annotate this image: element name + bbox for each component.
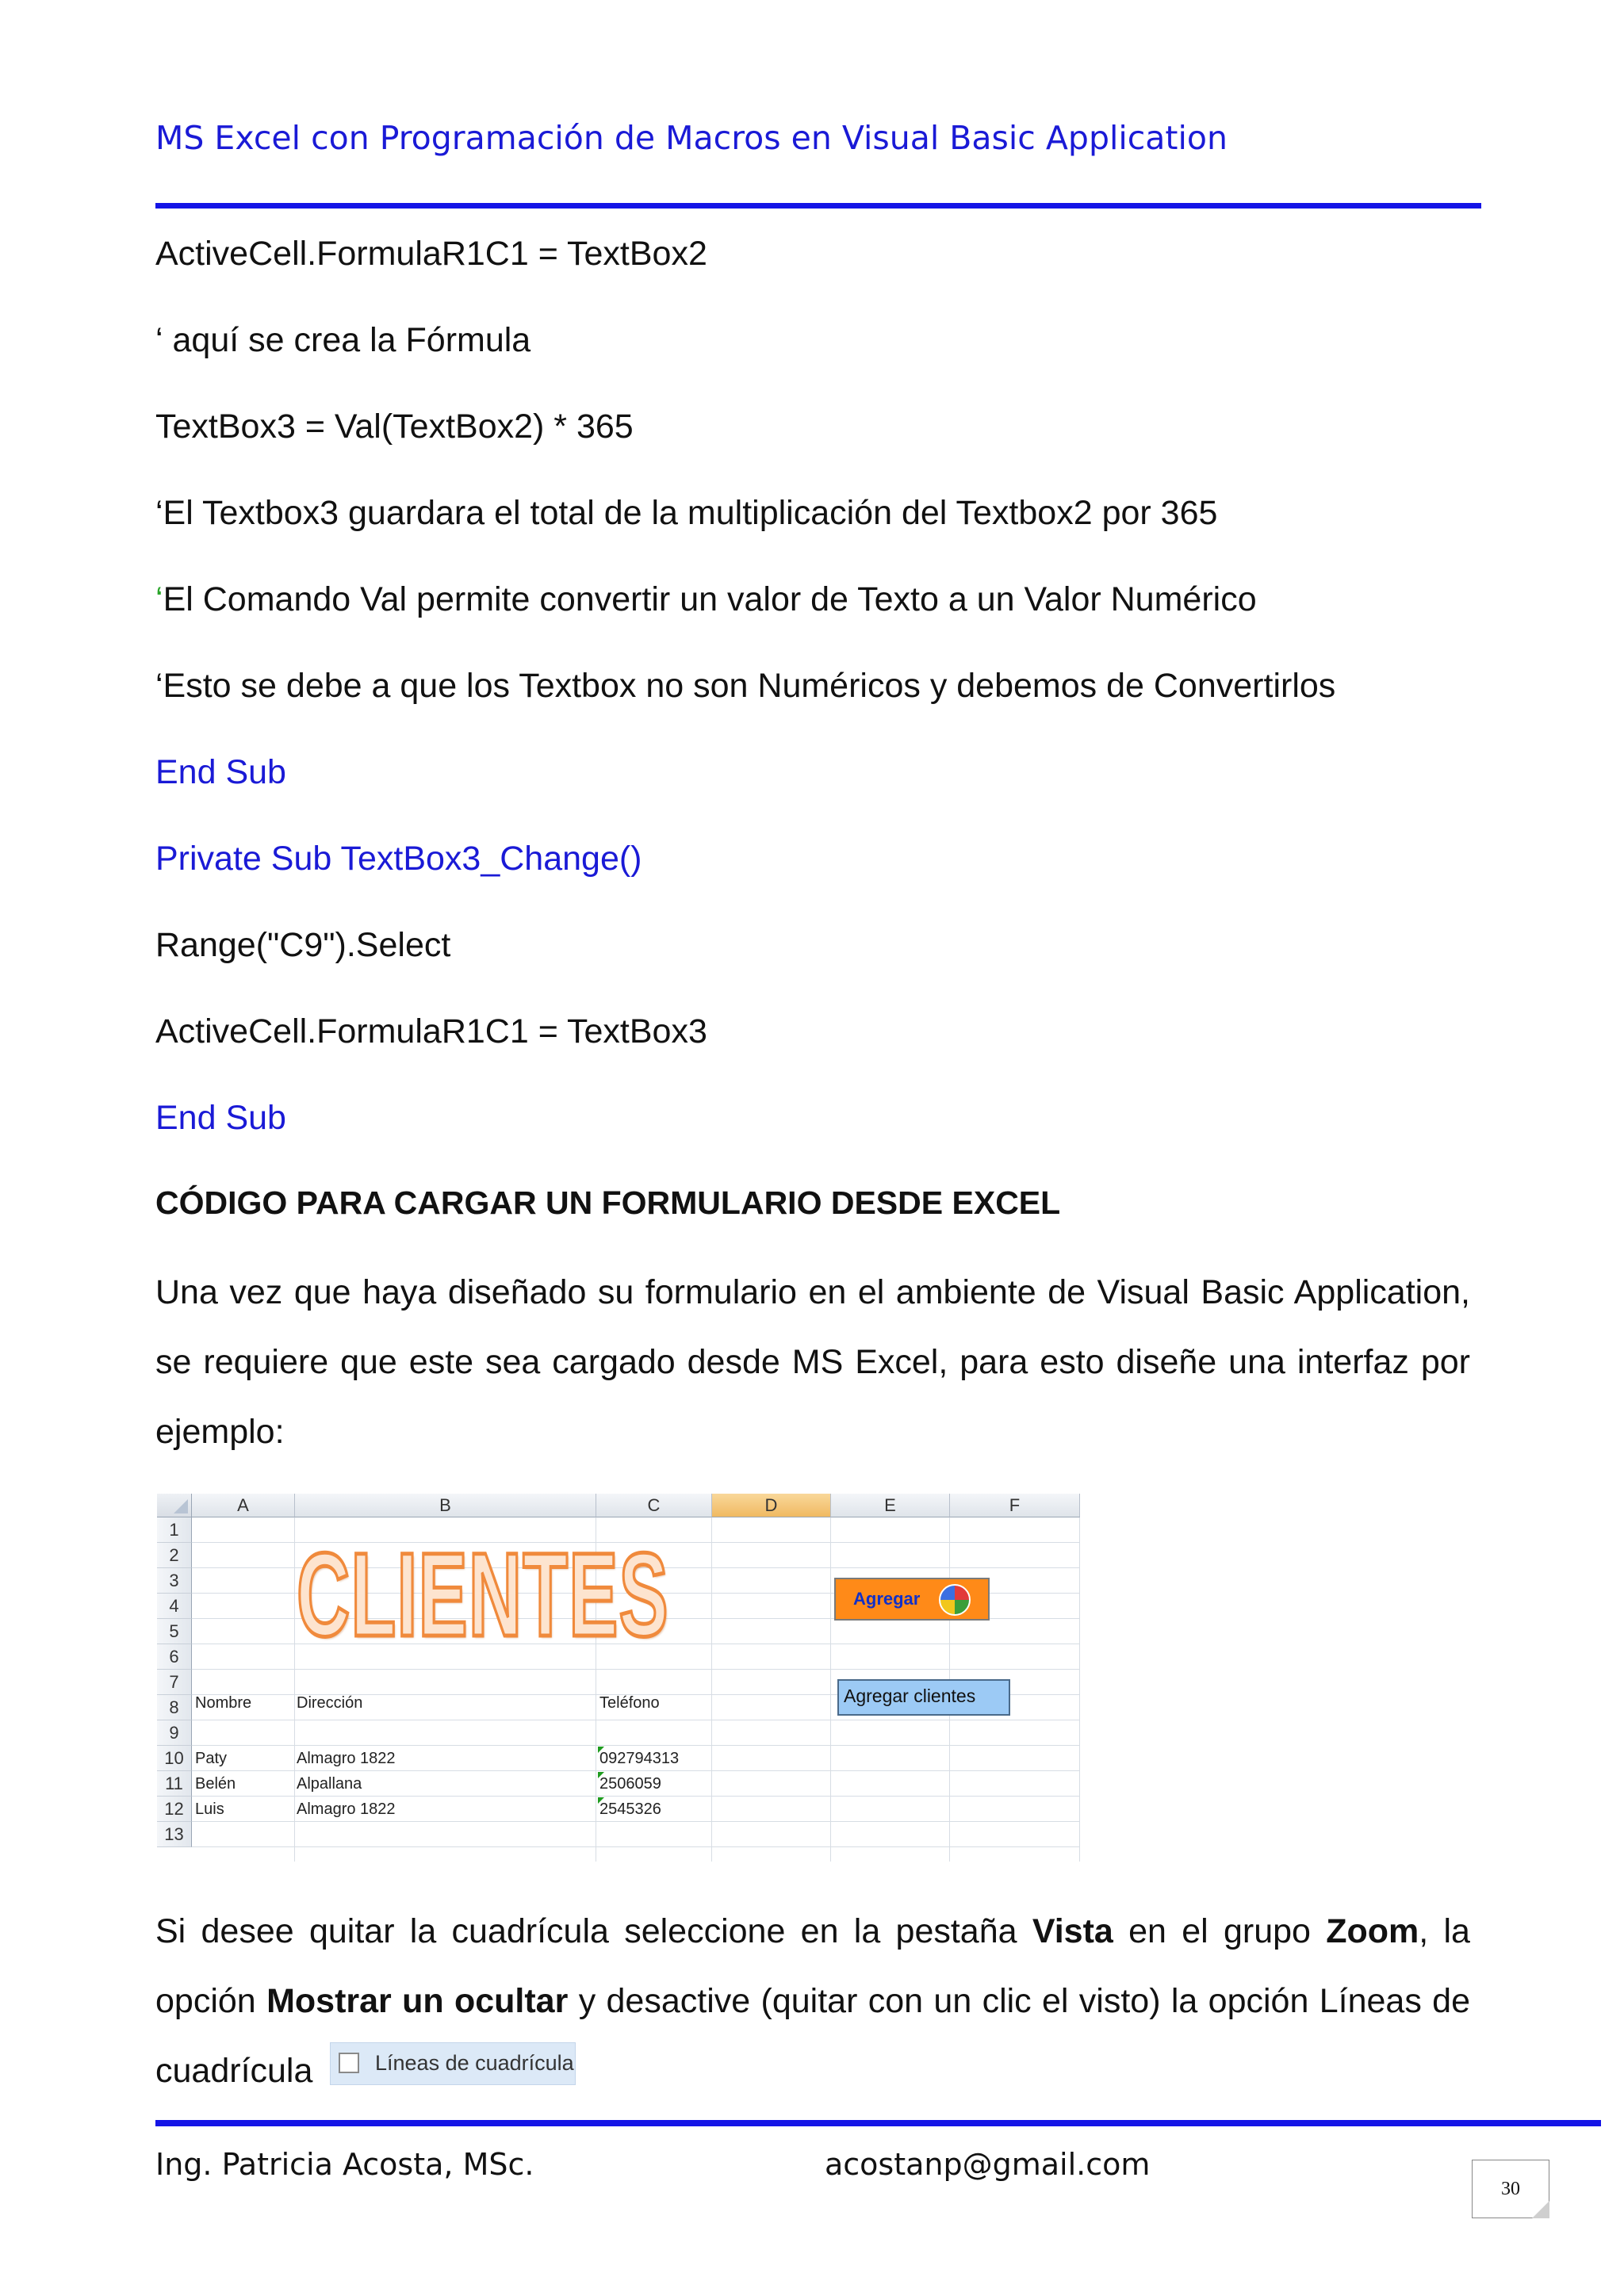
code-line (155, 408, 634, 446)
code-line-text: ‘ aquí se crea la Fórmula (155, 321, 531, 359)
code-line (155, 840, 642, 878)
row-gridline (192, 1669, 1080, 1670)
text-number-indicator (598, 1797, 604, 1804)
code-line (155, 580, 1257, 619)
code-line (155, 235, 707, 274)
code-line-text: Range("C9").Select (155, 926, 451, 964)
closing-bold-mostrar: Mostrar un ocultar (266, 1982, 569, 2020)
cell-telefono[interactable]: 2506059 (599, 1775, 661, 1793)
header-telefono: Teléfono (599, 1694, 660, 1712)
code-line-text: ActiveCell.FormulaR1C1 = TextBox2 (155, 235, 707, 273)
closing-bold-vista: Vista (1032, 1912, 1113, 1950)
agregar-button-label: Agregar (853, 1589, 921, 1609)
closing-text-2: en el grupo (1128, 1912, 1311, 1950)
column-gridline (830, 1517, 831, 1862)
spreadsheet-example (157, 1494, 1080, 1862)
row-header[interactable]: 12 (157, 1797, 192, 1822)
code-line-text: ‘Esto se debe a que los Textbox no son Numéricos y debemos de Convertirlos (155, 667, 1336, 705)
intro-paragraph: Una vez que haya diseñado su formulario en el ambiente de Visual Basic Application, se requiere que este sea cargado desde MS Excel, para esto diseñe una interfaz por ejemplo: (155, 1273, 1470, 1451)
row-header[interactable]: 8 (157, 1695, 192, 1720)
cell-nombre[interactable]: Paty (195, 1750, 228, 1767)
comment-mark: ‘ (155, 580, 163, 618)
cell-telefono[interactable]: 2545326 (599, 1800, 661, 1818)
header-direccion: Dirección (297, 1694, 363, 1712)
code-line-text: ‘El Textbox3 guardara el total de la multiplicación del Textbox2 por 365 (155, 494, 1218, 532)
gridlines-option[interactable] (330, 2042, 576, 2085)
row-header[interactable]: 11 (157, 1771, 192, 1797)
text-number-indicator (598, 1747, 604, 1753)
gridlines-checkbox[interactable] (339, 2053, 359, 2073)
column-header[interactable]: F (950, 1494, 1080, 1517)
code-line (155, 753, 286, 792)
cell-direccion[interactable]: Alpallana (297, 1775, 362, 1793)
closing-text-4: y desactive (quitar con un clic el visto) la opción Líneas de cuadrícula (155, 1982, 1470, 2090)
column-header[interactable]: E (831, 1494, 950, 1517)
cell-nombre[interactable]: Belén (195, 1775, 236, 1793)
column-header[interactable]: C (596, 1494, 712, 1517)
gridlines-option-label: Líneas de cuadrícula (375, 2051, 574, 2075)
cell-nombre[interactable]: Luis (195, 1800, 224, 1818)
code-line (155, 926, 450, 965)
row-header[interactable]: 10 (157, 1746, 192, 1771)
document-header-title: MS Excel con Programación de Macros en Visual Basic Application (155, 119, 1228, 157)
row-header[interactable]: 3 (157, 1568, 192, 1594)
code-line-text: El Comando Val permite convertir un valor de Texto a un Valor Numérico (163, 580, 1257, 618)
text-number-indicator (598, 1772, 604, 1778)
footer-divider (155, 2120, 1601, 2126)
clientes-wordart: CLIENTES (297, 1528, 669, 1661)
code-line (155, 1099, 286, 1138)
code-line-text: Private Sub TextBox3_Change() (155, 840, 642, 878)
code-line-text: End Sub (155, 753, 286, 791)
header-divider (155, 203, 1481, 209)
code-line (155, 1012, 707, 1051)
row-header[interactable]: 2 (157, 1543, 192, 1568)
row-header[interactable]: 9 (157, 1720, 192, 1746)
code-line (155, 667, 1335, 706)
row-header[interactable]: 1 (157, 1517, 192, 1543)
code-line-text: End Sub (155, 1099, 286, 1137)
cell-direccion[interactable]: Almagro 1822 (297, 1750, 396, 1767)
row-header[interactable]: 7 (157, 1670, 192, 1695)
section-heading: CÓDIGO PARA CARGAR UN FORMULARIO DESDE EXCEL (155, 1184, 1061, 1221)
footer-email: acostanp@gmail.com (825, 2147, 1151, 2182)
column-gridline (294, 1517, 295, 1862)
code-line-text: TextBox3 = Val(TextBox2) * 365 (155, 408, 634, 446)
footer-author: Ing. Patricia Acosta, MSc. (155, 2147, 534, 2182)
code-line-text: ActiveCell.FormulaR1C1 = TextBox3 (155, 1012, 707, 1050)
column-header[interactable]: D (712, 1494, 831, 1517)
row-gridline (192, 1846, 1080, 1847)
chart-icon (939, 1584, 971, 1616)
column-header[interactable]: A (192, 1494, 295, 1517)
column-header[interactable]: B (295, 1494, 596, 1517)
row-header[interactable]: 6 (157, 1644, 192, 1670)
column-gridline (1079, 1517, 1080, 1862)
select-all-corner[interactable] (157, 1494, 192, 1517)
row-header[interactable]: 5 (157, 1619, 192, 1644)
header-nombre: Nombre (195, 1694, 252, 1712)
row-header[interactable]: 13 (157, 1822, 192, 1847)
agregar-clientes-button[interactable]: Agregar clientes (837, 1679, 1010, 1716)
cell-direccion[interactable]: Almagro 1822 (297, 1800, 396, 1818)
row-header[interactable]: 4 (157, 1594, 192, 1619)
column-gridline (711, 1517, 712, 1862)
agregar-button[interactable] (834, 1578, 990, 1621)
closing-text-1: Si desee quitar la cuadrícula seleccione en la pestaña (155, 1912, 1017, 1950)
cell-telefono[interactable]: 092794313 (599, 1750, 680, 1767)
code-line (155, 494, 1217, 533)
page-number: 30 (1472, 2160, 1549, 2218)
closing-text-3: , la opción (155, 1912, 1470, 2020)
closing-bold-zoom: Zoom (1326, 1912, 1419, 1950)
code-line (155, 321, 530, 360)
